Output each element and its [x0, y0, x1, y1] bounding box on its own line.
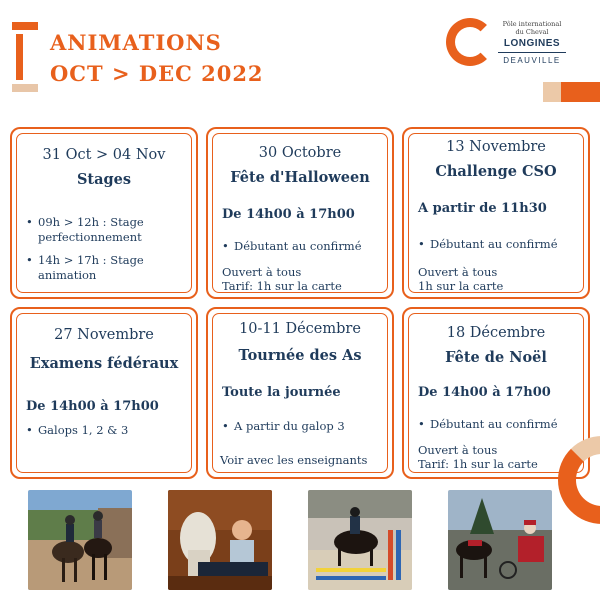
corner-decoration — [543, 82, 600, 102]
event-card-noel — [402, 307, 590, 479]
event-detail: • Débutant au confirmé — [418, 417, 558, 432]
event-title: Fête d'Halloween — [230, 169, 370, 186]
event-price: Tarif: 1h sur la carte — [222, 279, 342, 293]
event-price: 1h sur la carte — [418, 279, 504, 293]
event-date: 10-11 Décembre — [239, 321, 361, 337]
logo-subtitle: Pôle international du Cheval — [502, 20, 562, 36]
page-title — [50, 27, 264, 89]
event-card-cso — [402, 127, 590, 299]
event-time: A partir de 11h30 — [418, 201, 547, 216]
event-detail: • A partir du galop 3 — [222, 419, 345, 434]
event-detail: • 14h > 17h : Stage animation — [26, 253, 188, 283]
photo-christmas-pony — [448, 490, 552, 590]
event-card-stages — [10, 127, 198, 299]
event-title: Challenge CSO — [435, 163, 557, 180]
event-card-halloween — [206, 127, 394, 299]
event-price: Tarif: 1h sur la carte — [418, 457, 538, 471]
event-time: Toute la journée — [222, 385, 341, 400]
event-detail: • Débutant au confirmé — [418, 237, 558, 252]
event-date: 18 Décembre — [446, 325, 546, 341]
title-line-1: ANIMATIONS — [50, 30, 222, 55]
event-time: De 14h00 à 17h00 — [26, 399, 159, 414]
event-title: Stages — [76, 171, 132, 188]
event-date: 31 Oct > 04 Nov — [42, 147, 166, 163]
event-card-tournee — [206, 307, 394, 479]
event-note: Ouvert à tous — [418, 443, 498, 457]
event-time: De 14h00 à 17h00 — [418, 385, 551, 400]
logo-brand-name: LONGINES — [503, 38, 561, 49]
event-date: 30 Octobre — [258, 145, 342, 161]
photo-child-with-pony — [168, 490, 272, 590]
event-note: Ouvert à tous — [418, 265, 498, 279]
event-note: Ouvert à tous — [222, 265, 302, 279]
title-line-2: OCT > DEC 2022 — [50, 61, 264, 86]
logo-place: DEAUVILLE — [503, 56, 561, 65]
event-note: Voir avec les enseignants — [220, 453, 368, 467]
event-time: De 14h00 à 17h00 — [222, 207, 355, 222]
photo-riders-outdoor — [28, 490, 132, 590]
event-detail: • Galops 1, 2 & 3 — [26, 423, 128, 438]
title-bracket-decoration — [12, 22, 38, 92]
event-title: Tournée des As — [238, 347, 362, 364]
photo-show-jumping — [308, 490, 412, 590]
logo-ring-icon — [446, 18, 494, 66]
event-detail: • Débutant au confirmé — [222, 239, 362, 254]
event-card-examens — [10, 307, 198, 479]
event-date: 27 Novembre — [54, 327, 154, 343]
pole-cheval-logo — [446, 16, 566, 72]
event-title: Fête de Noël — [445, 349, 547, 366]
event-detail: • 09h > 12h : Stage perfectionnement — [26, 215, 188, 245]
event-date: 13 Novembre — [446, 139, 546, 155]
event-title: Examens fédéraux — [29, 355, 179, 372]
